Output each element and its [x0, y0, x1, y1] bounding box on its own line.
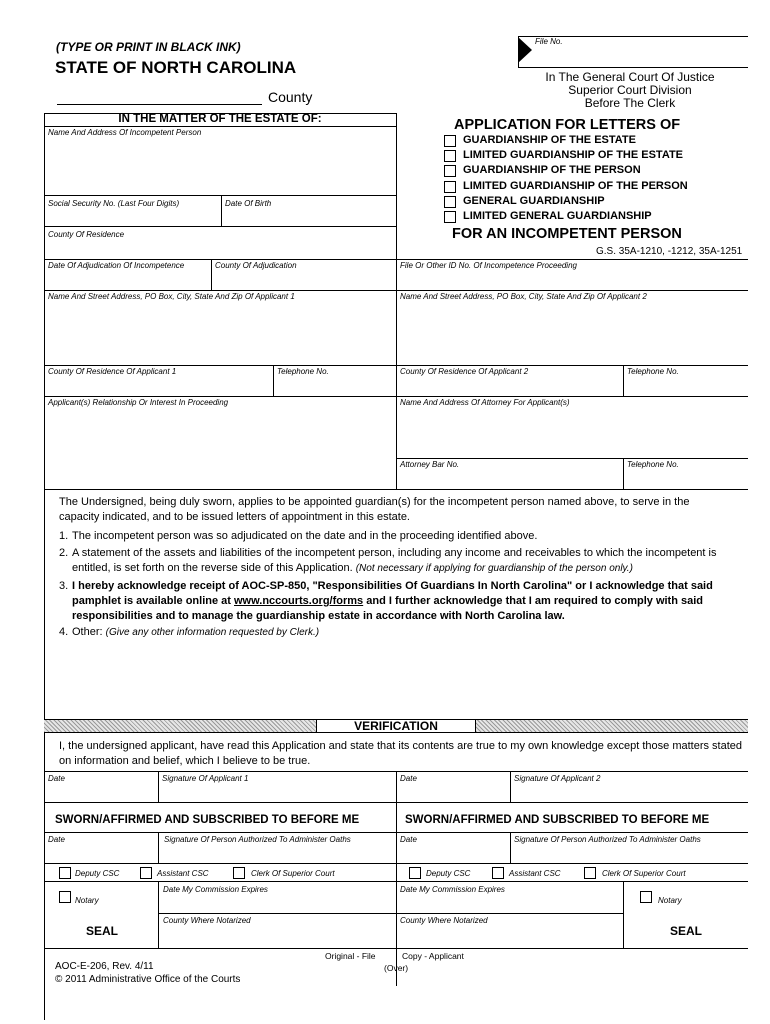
- item4-text: Other:: [72, 626, 103, 638]
- county-residence-field[interactable]: [46, 241, 394, 258]
- signature-authorized-label-1: Signature Of Person Authorized To Administer Oaths: [164, 835, 351, 844]
- incompetent-name-label: Name And Address Of Incompetent Person: [48, 128, 202, 137]
- relationship-label: Applicant(s) Relationship Or Interest In Proceeding: [48, 398, 229, 407]
- checkbox-deputy-csc-1[interactable]: [59, 867, 71, 879]
- item3-text-a: I hereby acknowledge receipt of AOC-SP-850, "Responsibilities Of Guardians In North Carolina" or I acknowledge that said pamphlet is available online at: [72, 580, 713, 607]
- option-guardianship-person: GUARDIANSHIP OF THE PERSON: [463, 164, 641, 176]
- checkbox-guardianship-person[interactable]: [444, 165, 456, 177]
- distribution-copy: Copy - Applicant: [402, 951, 464, 961]
- applicant2-name-field[interactable]: [398, 303, 746, 364]
- county-adjudication-label: County Of Adjudication: [215, 261, 297, 270]
- checkbox-notary-2[interactable]: [640, 891, 652, 903]
- assistant-csc-label-1: Assistant CSC: [157, 869, 209, 878]
- option-limited-guardianship-person: LIMITED GUARDIANSHIP OF THE PERSON: [463, 180, 688, 192]
- attorney-label: Name And Address Of Attorney For Applicant(s): [400, 398, 570, 407]
- item1-text: The incompetent person was so adjudicated on the date and in the proceeding identified above.: [72, 530, 538, 542]
- dob-label: Date Of Birth: [225, 199, 272, 208]
- attorney-bar-field[interactable]: [398, 471, 621, 488]
- county-label: County: [268, 89, 313, 105]
- assistant-csc-label-2: Assistant CSC: [509, 869, 561, 878]
- checkbox-notary-1[interactable]: [59, 891, 71, 903]
- signature-applicant2-label: Signature Of Applicant 2: [514, 774, 601, 783]
- checkbox-assistant-csc-1[interactable]: [140, 867, 152, 879]
- ssn-label: Social Security No. (Last Four Digits): [48, 199, 180, 208]
- signature-authorized-field-2[interactable]: [512, 846, 746, 862]
- item4-number: 4.: [59, 626, 69, 638]
- sworn-heading-left: SWORN/AFFIRMED AND SUBSCRIBED TO BEFORE ME: [55, 814, 360, 826]
- signature-applicant1-label: Signature Of Applicant 1: [162, 774, 249, 783]
- date-field-4[interactable]: [398, 846, 508, 862]
- item4-note: (Give any other information requested by Clerk.): [105, 627, 320, 638]
- county-notarized-field-1[interactable]: [160, 927, 394, 947]
- attorney-phone-field[interactable]: [625, 471, 746, 488]
- item2-number: 2.: [59, 547, 69, 559]
- county-adjudication-field[interactable]: [213, 272, 394, 289]
- file-no-field[interactable]: [540, 48, 745, 66]
- commission-field-2[interactable]: [398, 896, 621, 912]
- applicant2-phone-field[interactable]: [625, 378, 746, 395]
- applicant2-county-field[interactable]: [398, 378, 621, 395]
- ssn-field[interactable]: [46, 210, 219, 225]
- verification-text: I, the undersigned applicant, have read this Application and state that its contents are true to my own knowledge except those matters stated on information and belief, which I believe to be true.: [59, 740, 743, 767]
- checkbox-clerk-superior-2[interactable]: [584, 867, 596, 879]
- checkbox-limited-general-guardianship[interactable]: [444, 211, 456, 223]
- sworn-heading-right: SWORN/AFFIRMED AND SUBSCRIBED TO BEFORE ME: [405, 814, 710, 826]
- option-limited-general-guardianship: LIMITED GENERAL GUARDIANSHIP: [463, 210, 652, 222]
- verification-bar-left: [44, 719, 316, 733]
- form-id: AOC-E-206, Rev. 4/11: [55, 961, 154, 972]
- item3-number: 3.: [59, 580, 69, 592]
- item4-block: [72, 625, 672, 640]
- option-limited-guardianship-estate: LIMITED GUARDIANSHIP OF THE ESTATE: [463, 149, 684, 161]
- type-print-instruction: (TYPE OR PRINT IN BLACK INK): [56, 40, 241, 54]
- dob-field[interactable]: [223, 210, 394, 225]
- estate-heading: IN THE MATTER OF THE ESTATE OF:: [118, 113, 322, 125]
- relationship-field[interactable]: [46, 409, 394, 488]
- file-other-id-field[interactable]: [398, 272, 746, 289]
- court-line-3: Before The Clerk: [584, 96, 676, 110]
- date-label-3: Date: [48, 835, 65, 844]
- item1-number: 1.: [59, 530, 69, 542]
- county-input-line[interactable]: [57, 104, 262, 105]
- county-residence-label: County Of Residence: [48, 230, 125, 239]
- item2-note: (Not necessary if applying for guardianship of the person only.): [355, 563, 633, 574]
- checkbox-clerk-superior-1[interactable]: [233, 867, 245, 879]
- attorney-bar-label: Attorney Bar No.: [400, 460, 460, 469]
- signature-applicant1-field[interactable]: [160, 785, 394, 801]
- clerk-superior-label-2: Clerk Of Superior Court: [602, 869, 686, 878]
- application-title: APPLICATION FOR LETTERS OF: [454, 117, 681, 133]
- court-line-1: In The General Court Of Justice: [545, 70, 715, 84]
- checkbox-guardianship-estate[interactable]: [444, 135, 456, 147]
- intro-paragraph: The Undersigned, being duly sworn, applies to be appointed guardian(s) for the incompetent person named above, to serve in the capacity indicated, and to be issued letters of appointment in this estate.: [59, 496, 690, 523]
- date-field-2[interactable]: [398, 785, 508, 801]
- item3-block: [72, 579, 738, 624]
- date-field-3[interactable]: [46, 846, 156, 862]
- date-adjudication-field[interactable]: [46, 272, 209, 289]
- other-info-field[interactable]: [72, 642, 742, 716]
- signature-authorized-label-2: Signature Of Person Authorized To Administer Oaths: [514, 835, 701, 844]
- date-adjudication-label: Date Of Adjudication Of Incompetence: [48, 261, 185, 270]
- deputy-csc-label-1: Deputy CSC: [75, 869, 120, 878]
- incompetent-name-field[interactable]: [46, 140, 394, 194]
- deputy-csc-label-2: Deputy CSC: [426, 869, 471, 878]
- for-incompetent-heading: FOR AN INCOMPETENT PERSON: [452, 226, 682, 242]
- applicant2-name-label: Name And Street Address, PO Box, City, State And Zip Of Applicant 2: [400, 292, 647, 301]
- arrow-marker-icon: [518, 37, 534, 65]
- commission-field-1[interactable]: [160, 896, 394, 912]
- verification-heading: VERIFICATION: [316, 719, 476, 733]
- applicant1-county-field[interactable]: [46, 378, 271, 395]
- applicant1-name-field[interactable]: [46, 303, 394, 364]
- county-notarized-label-2: County Where Notarized: [400, 916, 488, 925]
- applicant1-phone-field[interactable]: [275, 378, 394, 395]
- file-other-id-label: File Or Other ID No. Of Incompetence Proceeding: [400, 261, 577, 270]
- attorney-field[interactable]: [398, 409, 746, 457]
- commission-label-1: Date My Commission Expires: [163, 885, 268, 894]
- county-notarized-field-2[interactable]: [398, 927, 621, 947]
- checkbox-assistant-csc-2[interactable]: [492, 867, 504, 879]
- forms-link[interactable]: www.nccourts.org/forms: [234, 595, 364, 607]
- item2-block: [72, 546, 738, 576]
- county-notarized-label-1: County Where Notarized: [163, 916, 251, 925]
- over-note: (Over): [384, 963, 409, 973]
- applicant1-county-label: County Of Residence Of Applicant 1: [48, 367, 177, 376]
- date-label-2: Date: [400, 774, 417, 783]
- state-title: STATE OF NORTH CAROLINA: [55, 58, 297, 77]
- signature-applicant2-field[interactable]: [512, 785, 746, 801]
- clerk-superior-label-1: Clerk Of Superior Court: [251, 869, 335, 878]
- item2-text: A statement of the assets and liabilities of the incompetent person, including any income and receivables to which the incompetent is entitled, is set forth on the reverse side of this Application.: [72, 547, 717, 574]
- checkbox-general-guardianship[interactable]: [444, 196, 456, 208]
- applicant2-county-label: County Of Residence Of Applicant 2: [400, 367, 529, 376]
- distribution-original: Original - File: [325, 951, 376, 961]
- date-field-1[interactable]: [46, 785, 156, 801]
- attorney-phone-label: Telephone No.: [627, 460, 679, 469]
- item3-text-b: and I further acknowledge that I am required to comply with said responsibilities and to manage the guardianship estate in accordance with North Carolina law.: [72, 595, 704, 622]
- file-no-label: File No.: [535, 37, 563, 46]
- date-label-1: Date: [48, 774, 65, 783]
- option-guardianship-estate: GUARDIANSHIP OF THE ESTATE: [463, 134, 636, 146]
- court-line-2: Superior Court Division: [568, 83, 692, 97]
- notary-label-2: Notary: [658, 896, 682, 905]
- checkbox-limited-guardianship-person[interactable]: [444, 181, 456, 193]
- checkbox-deputy-csc-2[interactable]: [409, 867, 421, 879]
- statute-reference: G.S. 35A-1210, -1212, 35A-1251: [596, 246, 743, 257]
- applicant1-name-label: Name And Street Address, PO Box, City, State And Zip Of Applicant 1: [48, 292, 295, 301]
- seal-right: SEAL: [670, 924, 703, 938]
- signature-authorized-field-1[interactable]: [160, 846, 394, 862]
- applicant1-phone-label: Telephone No.: [277, 367, 329, 376]
- notary-label-1: Notary: [75, 896, 99, 905]
- date-label-4: Date: [400, 835, 417, 844]
- checkbox-limited-guardianship-estate[interactable]: [444, 150, 456, 162]
- option-general-guardianship: GENERAL GUARDIANSHIP: [463, 195, 605, 207]
- verification-bar-right: [476, 719, 748, 733]
- seal-left: SEAL: [86, 924, 119, 938]
- applicant2-phone-label: Telephone No.: [627, 367, 679, 376]
- copyright: © 2011 Administrative Office of the Courts: [55, 974, 241, 985]
- commission-label-2: Date My Commission Expires: [400, 885, 505, 894]
